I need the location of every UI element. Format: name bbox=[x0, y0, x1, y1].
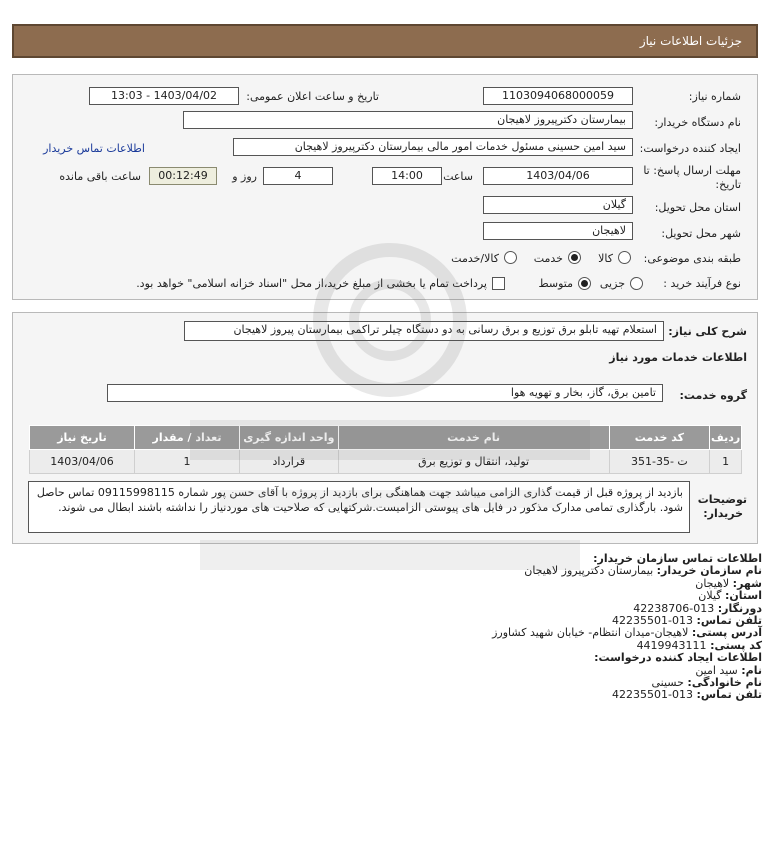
announce-datetime-field[interactable]: 1403/04/02 - 13:03 bbox=[89, 87, 239, 105]
services-section-title: اطلاعات خدمات مورد نیاز bbox=[609, 351, 747, 364]
col-service-name: نام خدمت bbox=[338, 426, 609, 450]
buyer-contact-link[interactable]: اطلاعات تماس خریدار bbox=[43, 142, 145, 155]
process-option-minor: جزیی bbox=[599, 277, 625, 290]
buyer-address-label: آدرس پستی: bbox=[691, 626, 762, 640]
creator-name-label: نام: bbox=[741, 663, 762, 677]
contact-info-section bbox=[22, 553, 762, 702]
need-info-panel bbox=[12, 74, 758, 300]
treasury-payment-checkbox[interactable] bbox=[492, 277, 505, 290]
col-service-code: کد خدمت bbox=[609, 426, 710, 450]
buyer-org-name: بیمارستان دکترپیروز لاهیجان bbox=[524, 564, 654, 578]
delivery-city-label: شهر محل تحویل: bbox=[661, 227, 741, 240]
category-option-goods-service: کالا/خدمت bbox=[451, 252, 499, 265]
cell-unit: قرارداد bbox=[239, 450, 338, 474]
service-group-label: گروه خدمت: bbox=[679, 389, 747, 402]
creator-phone: 013-42235501 bbox=[612, 688, 694, 702]
creator-phone-label: تلفن تماس: bbox=[696, 688, 762, 702]
deadline-label-line2: تاریخ: bbox=[715, 178, 741, 191]
col-row: ردیف bbox=[710, 426, 742, 450]
deadline-date-field[interactable]: 1403/04/06 bbox=[483, 167, 633, 185]
cell-quantity: 1 bbox=[135, 450, 240, 474]
creator-contact-title: اطلاعات ایجاد کننده درخواست: bbox=[594, 651, 762, 665]
page-header bbox=[12, 24, 758, 58]
announce-datetime-label: تاریخ و ساعت اعلان عمومی: bbox=[246, 90, 379, 103]
remaining-time-field: 00:12:49 bbox=[149, 167, 217, 185]
creator-family-label: نام خانوادگی: bbox=[687, 676, 762, 690]
col-unit: واحد اندازه گیری bbox=[239, 426, 338, 450]
buyer-fax: 013-42238706 bbox=[633, 601, 715, 615]
category-label: طبقه بندی موضوعی: bbox=[643, 252, 741, 265]
buyer-phone: 013-42235501 bbox=[612, 614, 694, 628]
category-radio-goods[interactable] bbox=[618, 251, 631, 264]
delivery-province-label: استان محل تحویل: bbox=[654, 201, 741, 214]
cell-service-code: ت -35-351 bbox=[609, 450, 710, 474]
buyer-org-label: نام دستگاه خریدار: bbox=[654, 116, 741, 129]
deadline-days-field[interactable]: 4 bbox=[263, 167, 333, 185]
deadline-time-field[interactable]: 14:00 bbox=[372, 167, 442, 185]
buyer-notes-label-line2: خریدار: bbox=[703, 507, 743, 520]
services-table-header bbox=[30, 426, 742, 450]
buyer-contact-title: اطلاعات تماس سازمان خریدار: bbox=[593, 552, 762, 565]
service-group-field[interactable]: تامین برق، گاز، بخار و تهویه هوا bbox=[107, 384, 663, 402]
buyer-fax-label: دورنگار: bbox=[717, 601, 762, 615]
col-need-date: تاریخ نیاز bbox=[30, 426, 135, 450]
category-option-service: خدمت bbox=[533, 252, 563, 265]
buyer-notes-box: بازدید از پروژه قبل از قیمت گذاری الزامی میباشد جهت هماهنگی برای بازدید از پروژه با آقای حسن پور شماره 09115998115 تماس حاصل شود. بارگذاری تمامی مدارک مذکور در فایل های پیوستی الزامیست.شرکتهایی که صلاحیت های موردنیاز را نداشته باشند ابطال می شوند. bbox=[28, 481, 690, 533]
need-details-panel bbox=[12, 312, 758, 544]
category-radio-goods-service[interactable] bbox=[504, 251, 517, 264]
deadline-label-line1: مهلت ارسال پاسخ: تا bbox=[643, 164, 741, 177]
buyer-notes-label-line1: توضیحات bbox=[697, 493, 747, 506]
page-title: جزئیات اطلاعات نیاز bbox=[639, 34, 742, 48]
process-radio-medium[interactable] bbox=[578, 277, 591, 290]
col-quantity: تعداد / مقدار bbox=[135, 426, 240, 450]
deadline-time-label: ساعت bbox=[443, 170, 473, 183]
category-radio-service[interactable] bbox=[568, 251, 581, 264]
services-table bbox=[29, 425, 742, 474]
buyer-province-label: استان: bbox=[725, 589, 762, 603]
need-number-field[interactable]: 1103094068000059 bbox=[483, 87, 633, 105]
process-radio-minor[interactable] bbox=[630, 277, 643, 290]
requester-field[interactable]: سید امین حسینی مسئول خدمات امور مالی بیمارستان دکترپیروز لاهیجان bbox=[233, 138, 633, 156]
need-number-label: شماره نیاز: bbox=[688, 90, 741, 103]
general-description-field[interactable]: استعلام تهیه تابلو برق توزیع و برق رسانی به دو دستگاه چیلر تراکمی بیمارستان پیروز لاهیجان bbox=[184, 321, 664, 341]
delivery-city-field[interactable]: لاهیجان bbox=[483, 222, 633, 240]
creator-family: حسینی bbox=[651, 676, 684, 690]
buyer-phone-label: تلفن تماس: bbox=[696, 614, 762, 628]
treasury-payment-note: پرداخت تمام یا بخشی از مبلغ خرید،از محل "اسناد خزانه اسلامی" خواهد بود. bbox=[136, 277, 487, 290]
cell-need-date: 1403/04/06 bbox=[30, 450, 135, 474]
deadline-days-label: روز و bbox=[232, 170, 257, 183]
requester-label: ایجاد کننده درخواست: bbox=[639, 142, 741, 155]
creator-name: سید امین bbox=[695, 663, 738, 677]
cell-row: 1 bbox=[710, 450, 742, 474]
table-row[interactable] bbox=[30, 450, 742, 474]
process-option-medium: متوسط bbox=[538, 277, 573, 290]
cell-service-name: تولید، انتقال و توزیع برق bbox=[338, 450, 609, 474]
buyer-city-label: شهر: bbox=[732, 576, 762, 590]
buyer-province: گیلان bbox=[698, 589, 722, 603]
remaining-time-label: ساعت باقی مانده bbox=[59, 170, 141, 183]
buyer-city: لاهیجان bbox=[695, 576, 730, 590]
buyer-org-name-label: نام سازمان خریدار: bbox=[656, 564, 762, 578]
buyer-org-field[interactable]: بیمارستان دکترپیروز لاهیجان bbox=[183, 111, 633, 129]
buyer-address: لاهیجان-میدان انتظام- خیابان شهید کشاورز bbox=[492, 626, 689, 640]
category-option-goods: کالا bbox=[598, 252, 613, 265]
general-description-label: شرح کلی نیاز: bbox=[668, 325, 747, 338]
buyer-postal-label: کد پستی: bbox=[710, 638, 762, 652]
purchase-process-label: نوع فرآیند خرید : bbox=[663, 277, 741, 290]
delivery-province-field[interactable]: گیلان bbox=[483, 196, 633, 214]
buyer-postal: 4419943111 bbox=[636, 638, 707, 652]
